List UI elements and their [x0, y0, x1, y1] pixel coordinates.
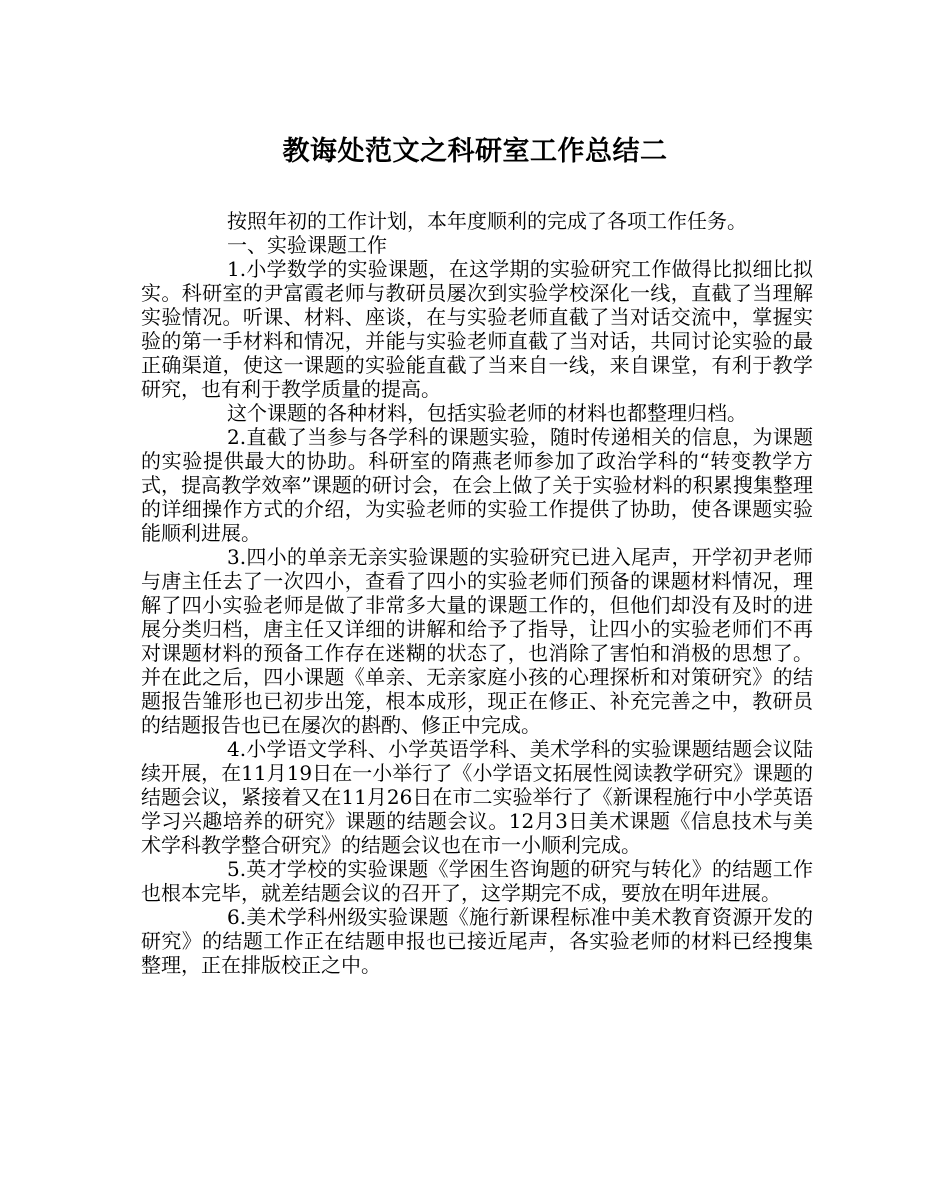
paragraph-item-6: 6.美术学科州级实验课题《施行新课程标准中美术教育资源开发的研究》的结题工作正在结题申报也已接近尾声，各实验老师的材料已经搜集整理，正在排版校正之中。	[141, 905, 813, 977]
paragraph-item-4: 4.小学语文学科、小学英语学科、美术学科的实验课题结题会议陆续开展，在11月19日在一小举行了《小学语文拓展性阅读教学研究》课题的结题会议，紧接着又在11月26日在市二实验举行了《新课程施行中小学英语学习兴趣培养的研究》课题的结题会议。12月3日美术课题《信息技术与美术学科教学整合研究》的结题会议也在市一小顺利完成。	[141, 737, 813, 857]
paragraph-item-3: 3.四小的单亲无亲实验课题的实验研究已进入尾声，开学初尹老师与唐主任去了一次四小，查看了四小的实验老师们预备的课题材料情况，理解了四小实验老师是做了非常多大量的课题工作的，但他们却没有及时的进展分类归档，唐主任又详细的讲解和给予了指导，让四小的实验老师们不再对课题材料的预备工作存在迷糊的状态了，也消除了害怕和消极的思想了。并在此之后，四小课题《单亲、无亲家庭小孩的心理探析和对策研究》的结题报告雏形也已初步出笼，根本成形，现正在修正、补充完善之中，教研员的结题报告也已在屡次的斟酌、修正中完成。	[141, 545, 813, 737]
paragraph-archive-note: 这个课题的各种材料，包括实验老师的材料也都整理归档。	[227, 401, 747, 425]
intro-paragraph: 按照年初的工作计划，本年度顺利的完成了各项工作任务。	[227, 209, 747, 233]
paragraph-item-5: 5.英才学校的实验课题《学困生咨询题的研究与转化》的结题工作也根本完毕，就差结题会议的召开了，这学期完不成，要放在明年进展。	[141, 857, 813, 905]
section-heading-experiment-projects: 一、实验课题工作	[227, 233, 387, 257]
document-title: 教诲处范文之科研室工作总结二	[282, 136, 668, 167]
document-body	[141, 209, 813, 977]
paragraph-item-2: 2.直截了当参与各学科的课题实验，随时传递相关的信息，为课题的实验提供最大的协助。科研室的隋燕老师参加了政治学科的“转变教学方式，提高教学效率”课题的研讨会，在会上做了关于实验材料的积累搜集整理的详细操作方式的介绍，为实验老师的实验工作提供了协助，使各课题实验能顺利进展。	[141, 425, 813, 545]
paragraph-item-1: 1.小学数学的实验课题，在这学期的实验研究工作做得比拟细比拟实。科研室的尹富霞老师与教研员屡次到实验学校深化一线，直截了当理解实验情况。听课、材料、座谈，在与实验老师直截了当对话交流中，掌握实验的第一手材料和情况，并能与实验老师直截了当对话，共同讨论实验的最正确渠道，使这一课题的实验能直截了当来自一线，来自课堂，有利于教学研究，也有利于教学质量的提高。	[141, 257, 813, 401]
